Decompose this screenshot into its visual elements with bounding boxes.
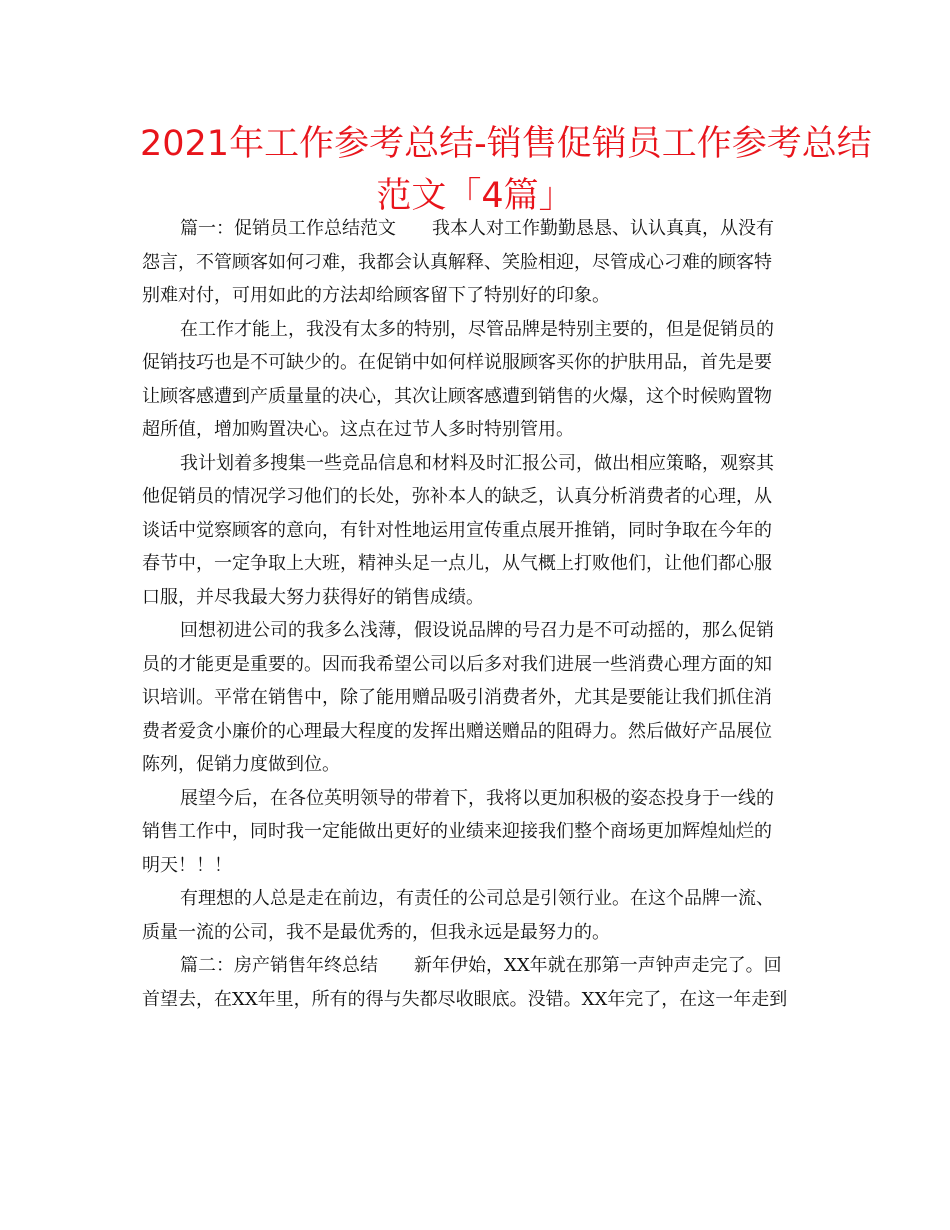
paragraph-line: 费者爱贪小廉价的心理最大程度的发挥出赠送赠品的阻碍力。然后做好产品展位	[142, 720, 772, 742]
title-line-1: 2021年工作参考总结-销售促销员工作参考总结	[140, 124, 872, 164]
paragraph-line: 促销技巧也是不可缺少的。在促销中如何样说服顾客买你的护肤用品，首先是要	[142, 352, 772, 373]
paragraph-line: 销售工作中，同时我一定能做出更好的业绩来迎接我们整个商场更加辉煌灿烂的	[142, 821, 772, 842]
paragraph	[142, 614, 812, 782]
paragraph	[142, 212, 812, 313]
paragraph-line: 展望今后，在各位英明领导的带着下，我将以更加积极的姿态投身于一线的	[180, 787, 774, 809]
paragraph-line: 回想初进公司的我多么浅薄，假设说品牌的号召力是不可动摇的，那么促销	[180, 620, 774, 641]
paragraph-line: 他促销员的情况学习他们的长处，弥补本人的缺乏，认真分析消费者的心理，从	[142, 486, 772, 507]
paragraph-line: 篇二：房产销售年终总结 新年伊始，XX年就在那第一声钟声走完了。回	[180, 955, 782, 976]
paragraph	[142, 882, 812, 949]
document-body	[142, 212, 812, 1016]
paragraph-line: 有理想的人总是走在前边，有责任的公司总是引领行业。在这个品牌一流、	[180, 888, 774, 909]
paragraph	[142, 782, 812, 883]
paragraph-line: 识培训。平常在销售中，除了能用赠品吸引消费者外，尤其是要能让我们抓住消	[142, 687, 772, 708]
document-title	[140, 118, 872, 222]
paragraph-line: 别难对付，可用如此的方法却给顾客留下了特别好的印象。	[142, 285, 610, 306]
paragraph-line: 春节中，一定争取上大班，精神头足一点儿，从气概上打败他们，让他们都心服	[142, 553, 772, 574]
paragraph-line: 谈话中觉察顾客的意向，有针对性地运用宣传重点展开推销，同时争取在今年的	[142, 519, 772, 541]
paragraph-line: 怨言，不管顾客如何刁难，我都会认真解释、笑脸相迎，尽管成心刁难的顾客特	[142, 251, 772, 273]
paragraph	[142, 447, 812, 615]
paragraph-line: 篇一：促销员工作总结范文 我本人对工作勤勤恳恳、认认真真，从没有	[180, 218, 774, 239]
paragraph-line: 质量一流的公司，我不是最优秀的，但我永远是最努力的。	[142, 921, 610, 943]
paragraph-line: 明天！！！	[142, 854, 232, 876]
paragraph	[142, 313, 812, 447]
paragraph-line: 陈列，促销力度做到位。	[142, 754, 340, 775]
paragraph-line: 员的才能更是重要的。因而我希望公司以后多对我们进展一些消费心理方面的知	[142, 653, 772, 675]
paragraph-line: 在工作才能上，我没有太多的特别，尽管品牌是特别主要的，但是促销员的	[180, 318, 774, 340]
paragraph-line: 口服，并尽我最大努力获得好的销售成绩。	[142, 586, 484, 608]
paragraph-line: 让顾客感遭到产质量量的决心，其次让顾客感遭到销售的火爆，这个时候购置物	[142, 385, 772, 407]
title-line-2: 范文「4篇」	[376, 176, 574, 216]
paragraph-line: 超所值，增加购置决心。这点在过节人多时特别管用。	[142, 419, 574, 440]
paragraph-line: 我计划着多搜集一些竞品信息和材料及时汇报公司，做出相应策略，观察其	[180, 452, 774, 474]
paragraph	[142, 949, 812, 1016]
paragraph-line: 首望去，在XX年里，所有的得与失都尽收眼底。没错。XX年完了，在这一年走到	[142, 988, 788, 1010]
